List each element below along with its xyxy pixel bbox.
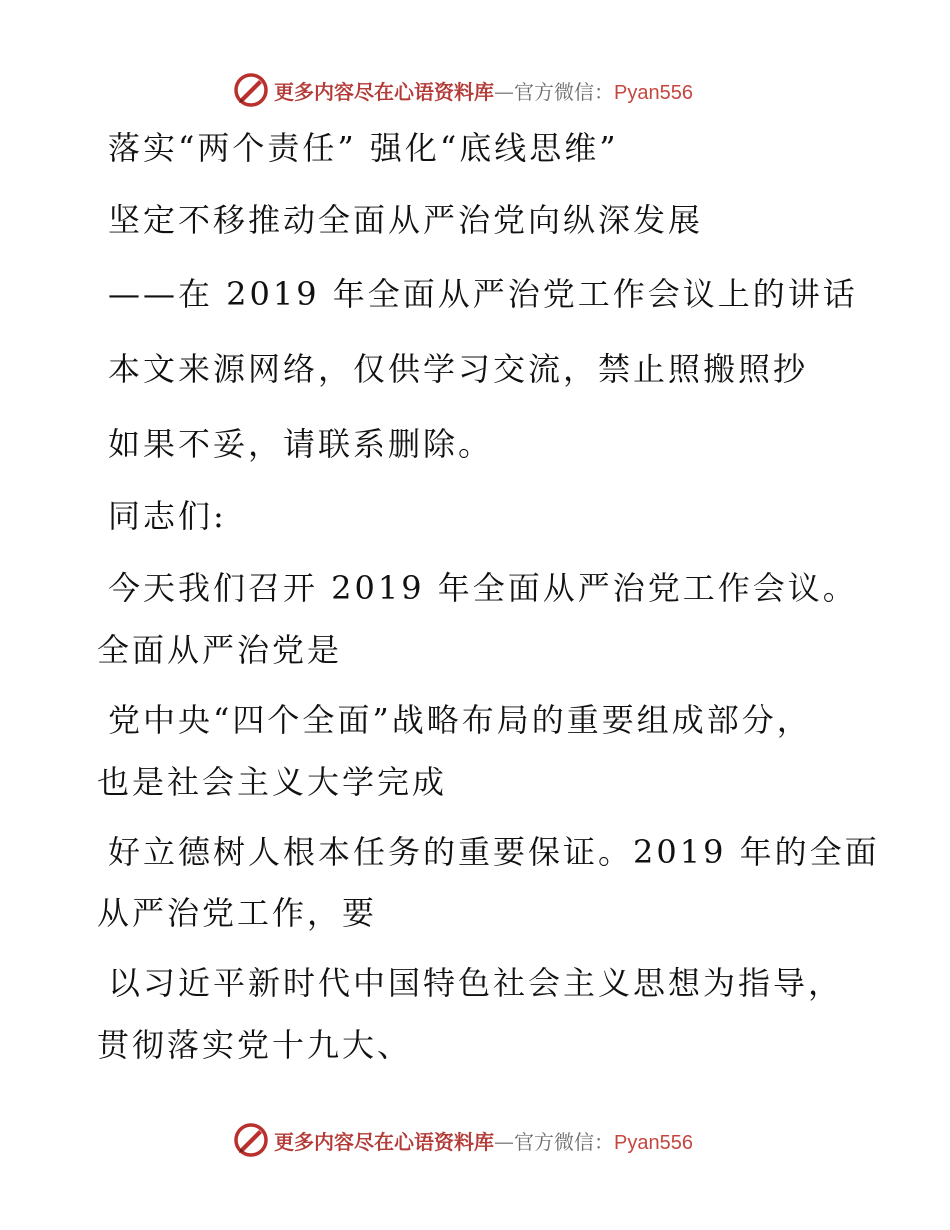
body-line: 贯彻落实党十九大、	[97, 1026, 413, 1064]
pen-logo-icon	[232, 1121, 270, 1159]
subtitle: ——在 2019 年全面从严治党工作会议上的讲话	[108, 275, 858, 313]
header-banner	[232, 70, 693, 110]
title-line-2: 坚定不移推动全面从严治党向纵深发展	[108, 201, 704, 239]
library-name: 更多内容尽在心语资料库	[274, 1129, 494, 1154]
body-line: 以习近平新时代中国特色社会主义思想为指导，	[108, 964, 844, 1002]
body-line: 全面从严治党是	[97, 631, 343, 669]
banner-dash: —	[494, 79, 514, 104]
body-line: 党中央“四个全面”战略布局的重要组成部分，	[108, 701, 812, 739]
wechat-label: 官方微信：	[514, 1129, 614, 1154]
title-line-1: 落实“两个责任” 强化“底线思维”	[108, 129, 619, 167]
body-line: 好立德树人根本任务的重要保证。2019 年的全面	[108, 833, 880, 871]
banner-text	[274, 1126, 693, 1155]
notice-line-1: 本文来源网络，仅供学习交流，禁止照搬照抄	[108, 350, 809, 388]
pen-logo-icon	[232, 71, 270, 109]
salutation: 同志们:	[108, 497, 227, 535]
banner-dash: —	[494, 1129, 514, 1154]
body-line: 也是社会主义大学完成	[97, 763, 448, 801]
wechat-id: Pyan556	[614, 81, 693, 104]
library-name: 更多内容尽在心语资料库	[274, 79, 494, 104]
wechat-label: 官方微信：	[514, 79, 614, 104]
notice-line-2: 如果不妥，请联系删除。	[108, 425, 494, 463]
body-line: 今天我们召开 2019 年全面从严治党工作会议。	[108, 569, 858, 607]
footer-banner	[232, 1120, 693, 1160]
wechat-id: Pyan556	[614, 1131, 693, 1154]
body-line: 从严治党工作，要	[97, 894, 378, 932]
banner-text	[274, 76, 693, 105]
